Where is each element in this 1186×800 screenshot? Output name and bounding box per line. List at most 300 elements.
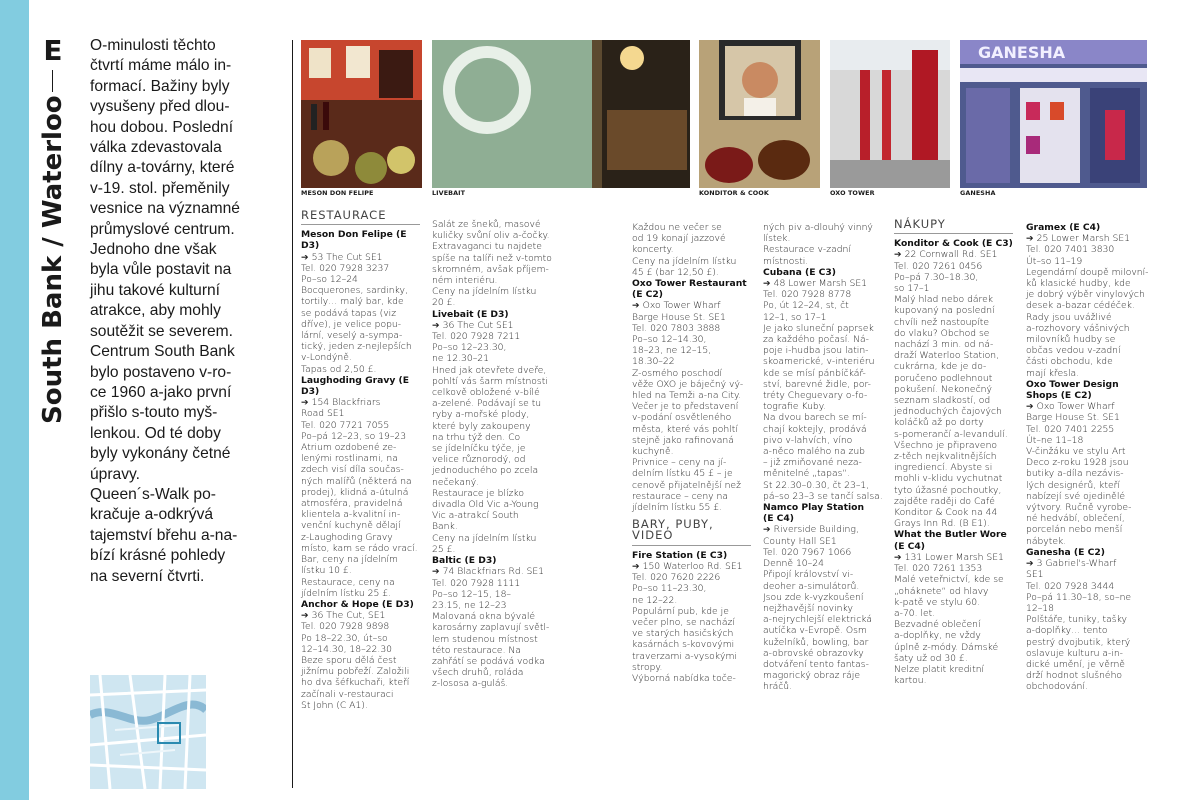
listing-name: Fire Station (E C3)	[632, 549, 728, 561]
listing-text: Malý hlad nebo dárek	[894, 294, 994, 306]
listing-text: Deco z-roku 1928 jsou	[1026, 457, 1129, 469]
listing-text: z-Laughoding Gravy	[301, 531, 393, 543]
listing-text: Tel. 020 7928 8778	[763, 289, 852, 301]
listing-text: Tel. 020 7928 1111	[432, 577, 521, 589]
listing-text: so 17–1	[894, 283, 930, 295]
listing-text: 18.30–22	[632, 356, 675, 368]
listing-text: prodej), klidná a-útulná	[301, 486, 409, 498]
intro-line: vesnice na významné	[90, 200, 240, 218]
listing-text: ství, barevné židle, por-	[763, 378, 871, 390]
intro-line: formací. Bažiny byly	[90, 77, 230, 95]
intro-line: jihu takové kulturní	[90, 281, 221, 299]
listing-text: Atrium ozdobené ze-	[301, 442, 397, 454]
listing-text: jižnímu pobřeží. Založili	[301, 666, 410, 678]
listing-text: Tel. 020 7803 3888	[632, 322, 721, 334]
listing-text: ➔ 48 Lower Marsh SE1	[763, 278, 868, 290]
listing-text: Jsou zde k-vyzkoušení	[763, 591, 864, 603]
photo-ganesha	[960, 40, 1147, 188]
listing-name: Oxo Tower Design	[1026, 378, 1119, 390]
listing-text: v-podání osvětleného	[632, 412, 732, 424]
listing-text: Bank.	[432, 521, 458, 533]
intro-line: Centrum South Bank	[90, 343, 235, 361]
listing-text: všech druhů, roláda	[432, 667, 524, 679]
listing-text: „oháknete“ od hlavy	[894, 585, 989, 597]
listing-text: Po 18–22.30, út–so	[301, 632, 388, 644]
listing-text: ➔ Riverside Building,	[763, 524, 859, 536]
listing-text: kupovaný na poslední	[894, 305, 995, 317]
listing-text: divadla Old Vic a-Young	[432, 499, 539, 511]
listing-text: Barge House St. SE1	[1026, 412, 1120, 424]
intro-line: hou dobou. Poslední	[90, 118, 234, 136]
listing-text: ků klasické hudby, kde	[1026, 278, 1131, 290]
listing-text: ➔ 150 Waterloo Rd. SE1	[632, 560, 743, 572]
listing-text: Beze sporu dělá čest	[301, 654, 397, 666]
listing-text: porcelán nebo menší	[1026, 524, 1123, 536]
column-nakupy	[894, 219, 1019, 686]
listing-text: Nelze platit kreditní	[894, 663, 985, 675]
listing-text: mohli v-klidu vychutnat	[894, 473, 1003, 485]
listing-text: Tel. 020 7261 0456	[894, 260, 983, 272]
listing-text: a-něco malého na zub	[763, 446, 866, 458]
listing-text: Večer je to představení	[632, 401, 739, 413]
listing-name: Baltic (E D3)	[432, 555, 497, 567]
listing-text: ném interiéru.	[432, 275, 498, 287]
listing-text: ➔ 131 Lower Marsh SE1	[894, 551, 1004, 563]
listing-text: Restaurace, ceny na	[301, 576, 395, 588]
listing-text: dříve), je velice popu-	[301, 318, 402, 330]
listing-text: lární, veselý a-sympa-	[301, 330, 403, 342]
listing-text: Hned jak otevřete dveře,	[432, 364, 547, 376]
listing-text: 20 £.	[432, 297, 456, 309]
listing-text: Výborná nabídka toče-	[632, 672, 736, 684]
listing-text: Po–so 12–23.30,	[432, 342, 507, 354]
listing-text: z-lososa a-guláš.	[432, 678, 509, 690]
intro-line: byly vykonány četné	[90, 445, 231, 463]
map-icon	[90, 675, 206, 789]
listing-text: ryby a-mořské plody,	[432, 409, 530, 421]
listing-text: autíčka v-Evropě. Osm	[763, 625, 867, 637]
listing-text: hráčů.	[763, 681, 793, 693]
listing-text: spíše na talíři než v-tomto	[432, 252, 552, 264]
listing-text: ➔ 36 The Cut SE1	[432, 319, 514, 331]
listing-text: dotváření tento fantas-	[763, 658, 869, 670]
listing-text: města, které vás pohltí	[632, 423, 738, 435]
listing-text: Ceny na jídelním lístku	[432, 532, 537, 544]
listing-name: Shops (E C2)	[1026, 390, 1092, 402]
intro-text	[90, 36, 278, 587]
listing-text: Rady jsou uvážlivé	[1026, 311, 1112, 323]
listing-text: Extravaganci tu najdete	[432, 241, 542, 253]
listing-text: stropy.	[632, 661, 663, 673]
listing-name: Gramex (E C4)	[1026, 222, 1101, 233]
intro-line: čtvrtí máme málo in-	[90, 57, 232, 75]
listing-name: (E C4)	[763, 513, 795, 525]
listing-text: od 19 konají jazzové	[632, 233, 726, 245]
listing-text: kartou.	[894, 675, 927, 687]
listing-text: ingrediencí. Abyste si	[894, 462, 993, 474]
listing-text: a-doplňky… tento	[1026, 625, 1108, 637]
section-rule	[52, 70, 53, 92]
intro-line: dílny a-továrny, které	[90, 159, 235, 177]
listing-name: Meson Don Felipe (E D3)	[301, 229, 407, 252]
listing-text: Tel. 020 7928 3444	[1026, 580, 1115, 592]
listing-text: skoamerické, v-interiéru	[763, 356, 875, 368]
listing-name: Namco Play Station	[763, 502, 865, 514]
listing-text: oslavuje kulturu a-in-	[1026, 647, 1123, 659]
listing-text: cukrárna, kde je do-	[894, 361, 987, 373]
listing-text: magorický obraz ráje	[763, 670, 860, 682]
listing-text: je dobrý výběr vinylových	[1026, 289, 1145, 301]
listing-text: jídelním lístku 25 £.	[301, 587, 392, 599]
listing-text: lem studenou místnost	[432, 633, 538, 645]
listing-text: traverzami a-vysokými	[632, 650, 737, 662]
intro-line: bylo postaveno v-ro-	[90, 363, 232, 381]
listing-text: s-pomerančí a-levandulí.	[894, 428, 1008, 440]
photo-meson-don-felipe	[301, 40, 422, 188]
listing-text: lístek.	[763, 233, 791, 245]
listing-name: (E C2)	[632, 289, 664, 301]
listing-text: ne 12.30–21	[432, 353, 489, 365]
listing-name: Konditor & Cook (E C3)	[894, 238, 1013, 250]
listing-text: Po–pá 12–23, so 19–23	[301, 430, 407, 442]
column-bary-2	[763, 222, 888, 693]
listing-name: Ganesha (E C2)	[1026, 546, 1105, 558]
listing-text: chvíli než nastoupíte	[894, 316, 990, 328]
listing-text: 18–23, ne 12–15,	[632, 345, 712, 357]
listing-text: chají koktejly, prodává	[763, 423, 867, 435]
intro-line: na severní čtvrti.	[90, 567, 205, 585]
listing-text: tyto úžasné pochoutky,	[894, 484, 1002, 496]
listing-text: Tapas od 2,50 £.	[301, 363, 377, 375]
listing-text: tický, jeden z-nejlepších	[301, 341, 412, 353]
listing-text: jídelním lístku 55 £.	[632, 502, 723, 514]
listing-text: St John (C A1).	[301, 699, 368, 711]
listing-text: Ceny na jídelním lístku	[432, 286, 537, 298]
listing-text: nábytek.	[1026, 535, 1067, 547]
listing-name: What the Butler Wore	[894, 529, 1007, 541]
listing-text: úplně z-módy. Dámské	[894, 641, 999, 653]
listing-text: Polštáře, tuniky, tašky	[1026, 614, 1127, 626]
listing-text: restaurace – ceny na	[632, 490, 728, 502]
listing-name: Oxo Tower Restaurant	[632, 278, 747, 290]
section-title: South Bank / Waterloo	[38, 95, 68, 424]
intro-line: válka zdevastovala	[90, 139, 222, 157]
listing-text: Po–pá 11.30–18, so–ne	[1026, 591, 1132, 603]
listing-text: ve starých hasičských	[632, 628, 734, 640]
listing-text: nabízejí své ojedinělé	[1026, 490, 1126, 502]
edge-color-tab	[0, 0, 29, 800]
listing-text: Barge House St. SE1	[632, 311, 726, 323]
listing-text: Každou ne večer se	[632, 222, 722, 233]
listing-text: mají křesla.	[1026, 367, 1080, 379]
listing-text: ➔ 74 Blackfriars Rd. SE1	[432, 566, 545, 578]
listing-text: a-doplňky, ne vždy	[894, 630, 981, 642]
listing-text: desek a-bazar cédéček.	[1026, 300, 1135, 312]
heading-bary-puby-video: BARY, PUBY, VIDEO	[632, 519, 751, 545]
listing-text: ➔ 25 Lower Marsh SE1	[1026, 233, 1131, 245]
area-map-thumbnail	[90, 675, 206, 789]
listing-name: Cubana (E C3)	[763, 266, 837, 278]
listing-text: Konditor & Cook na 44	[894, 507, 998, 519]
intro-line: atrakce, aby mohly	[90, 302, 221, 320]
listing-name: Anchor & Hope (E D3)	[301, 598, 414, 610]
listing-text: Všechno je připraveno	[894, 439, 998, 451]
intro-line: tajemství břehu a-na-	[90, 526, 238, 544]
listing-text: Bocquerones, sardinky,	[301, 285, 408, 297]
listing-text: pivo v-lahvích, víno	[763, 434, 853, 446]
intro-line: ce 1960 a-jako první	[90, 383, 232, 401]
listing-text: ➔ Oxo Tower Wharf	[1026, 401, 1115, 413]
listing-text: skromném, avšak příjem-	[432, 263, 549, 275]
listing-text: V-činžáku ve stylu Art	[1026, 446, 1126, 458]
listing-text: tréty Cheguevary o-fo-	[763, 390, 868, 402]
intro-line: lenkou. Od té doby	[90, 424, 221, 442]
listing-text: St 22.30–0.30, čt 23–1,	[763, 479, 870, 491]
listing-text: se jídelníčku týče, je	[432, 443, 526, 455]
listing-text: tortily… malý bar, kde	[301, 296, 404, 308]
listing-text: kuličky svůní oliv a-čočky.	[432, 230, 550, 242]
listing-text: začínali v-restauraci	[301, 688, 394, 700]
listing-text: z-těch nejkvalitnějších	[894, 451, 997, 463]
heading-nakupy: NÁKUPY	[894, 219, 1013, 234]
listing-text: velice různorodý, od	[432, 454, 526, 466]
listing-text: delním lístku 45 £ – je	[632, 468, 733, 480]
intro-line: v-19. stol. přeměnily	[90, 179, 230, 197]
listing-text: a-obrovské obrazovky	[763, 647, 864, 659]
column-nakupy-2	[1026, 222, 1151, 693]
listing-text: dické umění, je věrně	[1026, 658, 1125, 670]
listing-text: části obchodu, kde	[1026, 356, 1113, 368]
listing-text: ne 12–22.	[632, 594, 678, 606]
listing-text: Tel. 020 7928 7211	[432, 331, 521, 343]
listing-text: této restaurace. Na	[432, 644, 521, 656]
listing-text: Po–pá 7.30–18.30,	[894, 271, 979, 283]
listing-text: které byly zakoupeny	[432, 420, 531, 432]
listing-name: Livebait (E D3)	[432, 308, 509, 320]
listing-name: (E C4)	[894, 540, 926, 552]
listing-text: butiky a-díla nezávis-	[1026, 468, 1124, 480]
listing-text: ných malířů (některá na	[301, 475, 412, 487]
listing-text: klientela a-kvalitní in-	[301, 509, 401, 521]
listing-text: celkově obložené v-bílé	[432, 387, 540, 399]
listing-text: karosárny zaplavují světl-	[432, 622, 550, 634]
listing-text: se podává tapas (viz	[301, 307, 397, 319]
caption-ganesha: GANESHA	[960, 189, 996, 197]
photo-oxo-tower	[830, 40, 950, 188]
listing-text: večer plno, se nachází	[632, 616, 735, 628]
listing-text: Salát ze šneků, masové	[432, 219, 541, 230]
listing-text: Denně 10–24	[763, 558, 824, 570]
listing-text: ➔ Oxo Tower Wharf	[632, 300, 721, 312]
listing-text: Legendární doupě milovní-	[1026, 266, 1149, 278]
listing-text: Po, út 12–24, st, čt	[763, 300, 849, 312]
listing-text: lých designérů, kteří	[1026, 479, 1120, 491]
listing-text: Tel. 020 7928 3237	[301, 262, 390, 274]
listing-text: věže OXO je báječný vý-	[632, 378, 744, 390]
listing-text: na trhu týž den. Co	[432, 431, 521, 443]
listing-text: Restaurace je blízko	[432, 487, 524, 499]
listing-text: poje i-hudba jsou latin-	[763, 345, 869, 357]
listing-name: Laughoding Gravy (E D3)	[301, 374, 409, 398]
listing-text: Ceny na jídelním lístku	[632, 255, 737, 267]
listing-text: koncerty.	[632, 244, 674, 256]
listing-text: Privnice – ceny na jí-	[632, 457, 727, 469]
listing-text: ➔ 36 The Cut, SE1	[301, 610, 386, 622]
intro-line: úpravy.	[90, 465, 140, 483]
listing-text: v-Londýně.	[301, 352, 352, 364]
listing-text: jednoduchých čajových	[894, 406, 1002, 418]
listing-text: 12–1, so 17–1	[763, 311, 827, 323]
listing-text: ných piv a-dlouhý vinný	[763, 222, 873, 233]
listing-text: Tel. 020 7620 2226	[632, 572, 721, 584]
listing-text: 12–18	[1026, 602, 1054, 614]
listing-text: seznam sladkostí, od	[894, 395, 991, 407]
listing-text: Út–ne 11–18	[1026, 434, 1084, 446]
intro-line: soutěžit se severem.	[90, 322, 234, 340]
listing-text: Road SE1	[301, 408, 345, 420]
intro-line: kračuje a-odkrývá	[90, 506, 214, 524]
listing-text: Je jako sluneční paprsek	[763, 322, 874, 334]
listing-text: Restaurace v-zadní	[763, 244, 851, 256]
listing-text: Po–so 12–15, 18–	[432, 588, 512, 600]
listing-text: 23.15, ne 12–23	[432, 599, 507, 611]
listing-text: k-patě ve stylu 60.	[894, 596, 981, 608]
listing-text: kuchyně.	[632, 446, 674, 458]
intro-line: Queen´s-Walk po-	[90, 485, 216, 503]
listing-text: draží Waterloo Station,	[894, 350, 999, 362]
listing-text: ➔ 53 The Cut SE1	[301, 251, 383, 263]
listing-text: Populární pub, kde je	[632, 605, 729, 617]
listing-text: Malé veteřnictví, kde se	[894, 574, 1004, 586]
listing-text: lístku 10 £.	[301, 565, 352, 577]
caption-oxo-tower: OXO TOWER	[830, 189, 875, 197]
listing-text: místo, kam se rádo vrací.	[301, 542, 418, 554]
listing-text: nečekaný.	[432, 476, 480, 488]
photo-strip	[301, 40, 1147, 200]
listing-text: a-rozhovory vášnivých	[1026, 322, 1130, 334]
listing-text: nejžhavější novinky	[763, 602, 853, 614]
listing-text: občas vedou v-zadní	[1026, 345, 1121, 357]
listing-text: Tel. 020 7401 3830	[1026, 244, 1115, 256]
intro-line: přišlo s-touto myš-	[90, 404, 218, 422]
ganesha-sign-text: GANESHA	[978, 43, 1066, 62]
listing-text: Tel. 020 7401 2255	[1026, 423, 1115, 435]
listing-text: cenově přijatelnější než	[632, 479, 741, 491]
listing-text: zajděte raději do Café	[894, 495, 995, 507]
listing-text: koláčků až po dorty	[894, 417, 984, 429]
listing-text: Po–so 12–14.30,	[632, 334, 707, 346]
listing-text: nachází 3 min. od ná-	[894, 339, 994, 351]
listing-text: Po–so 12–24	[301, 274, 358, 286]
listing-text: Bezvadné oblečení	[894, 619, 981, 631]
listing-text: ho dva šéfkuchaři, kteří	[301, 677, 410, 689]
listing-text: kasárnách s-kovovými	[632, 639, 735, 651]
listing-text: venční kuchyně dělají	[301, 520, 401, 532]
photo-livebait	[432, 40, 690, 188]
listing-text: – již zmiňované neza-	[763, 457, 862, 469]
listing-text: měnitelné „tapas“.	[763, 468, 851, 480]
listing-text: 12–14.30, 18–22.30	[301, 643, 393, 655]
listing-text: 25 £.	[432, 543, 456, 555]
listing-text: Na dvou barech se mí-	[763, 412, 867, 424]
listing-text: Tel. 020 7721 7055	[301, 419, 390, 431]
listing-text: Připojí království vi-	[763, 569, 854, 581]
heading-restaurace: RESTAURACE	[301, 210, 420, 225]
listing-text: ➔ 22 Cornwall Rd. SE1	[894, 249, 998, 261]
listing-text: zahřátí se podává vodka	[432, 655, 545, 667]
listing-text: šaty už od 30 £.	[894, 652, 968, 664]
intro-line: bízí krásné pohledy	[90, 547, 226, 565]
listing-text: kuželníků, bowling, bar	[763, 636, 869, 648]
listing-text: Tel. 020 7928 9898	[301, 621, 390, 633]
listing-text: a-nejrychlejší elektrická	[763, 614, 873, 626]
listing-text: poručeno podlehnout	[894, 372, 993, 384]
caption-meson-don-felipe: MESON DON FELIPE	[301, 189, 374, 197]
caption-livebait: LIVEBAIT	[432, 189, 466, 197]
caption-konditor-cook: KONDITOR & COOK	[699, 189, 769, 197]
listing-text: pokušení. Nekonečný	[894, 383, 992, 395]
listing-text: pestrý dvojbutik, který	[1026, 636, 1131, 648]
listing-text: né hedvábí, oblečení,	[1026, 513, 1125, 525]
listing-text: Út–so 11–19	[1026, 255, 1083, 267]
listing-text: a-70. let.	[894, 607, 936, 619]
column-rule	[292, 40, 293, 788]
intro-line: vysušeny před dlou-	[90, 98, 230, 116]
listing-text: Malovaná okna bývalé	[432, 611, 536, 623]
listing-text: hled na Temži a-na City.	[632, 390, 742, 402]
listing-text: Vic a-atrakcí South	[432, 510, 519, 522]
listing-text: Tel. 020 7261 1353	[894, 563, 983, 575]
listing-text: jednoduchého po zcela	[432, 465, 539, 477]
listing-text: výtvory. Ručně vyrobe-	[1026, 502, 1132, 514]
listing-text: lenými rostlinami, na	[301, 453, 398, 465]
column-bary	[632, 222, 757, 684]
listing-text: pá–so 23–3 se tančí salsa.	[763, 490, 883, 502]
listing-text: a-zelené. Podávají se tu	[432, 398, 542, 410]
section-letter: E	[43, 34, 63, 67]
intro-line: byla vůle postavit na	[90, 261, 232, 279]
listing-text: Tel. 020 7967 1066	[763, 546, 852, 558]
listing-text: ➔ 154 Blackfriars	[301, 397, 381, 409]
listing-text: 45 £ (bar 12,50 £).	[632, 266, 719, 278]
listing-text: kde se mísí pánbíčkář-	[763, 367, 866, 379]
listing-text: deoher a-simulátorů.	[763, 580, 860, 592]
listing-text: atmosféra, pravidelná	[301, 498, 403, 510]
listing-text: za každého počasí. Ná-	[763, 334, 869, 346]
listing-text: Z-osmého poschodí	[632, 367, 723, 379]
listing-text: milovníků hudby se	[1026, 334, 1116, 346]
listing-text: obchodování.	[1026, 681, 1088, 693]
column-restaurace	[301, 210, 426, 711]
column-restaurace-2	[432, 219, 557, 690]
photo-konditor-cook	[699, 40, 820, 188]
intro-line: Jednoho dne však	[90, 241, 217, 259]
listing-text: Bar, ceny na jídelním	[301, 554, 398, 566]
listing-text: Grays Inn Rd. (B E1).	[894, 518, 990, 530]
listing-text: Po–so 11–23.30,	[632, 583, 707, 595]
intro-line: O-minulosti těchto	[90, 37, 216, 54]
listing-text: místnosti.	[763, 255, 809, 267]
listing-text: do vlaku? Obchod se	[894, 327, 990, 339]
listing-text: stejně jako rafinovaná	[632, 434, 734, 446]
listing-text: pohltí vás šarm místnosti	[432, 375, 548, 387]
listing-text: ➔ 3 Gabriel's-Wharf	[1026, 558, 1117, 570]
listing-text: zdech visí díla součas-	[301, 464, 404, 476]
listing-text: drží hodnot slušného	[1026, 670, 1123, 682]
listing-text: SE1	[1026, 569, 1044, 581]
listing-text: tografie Kuby.	[763, 401, 826, 413]
listing-text: County Hall SE1	[763, 535, 837, 547]
